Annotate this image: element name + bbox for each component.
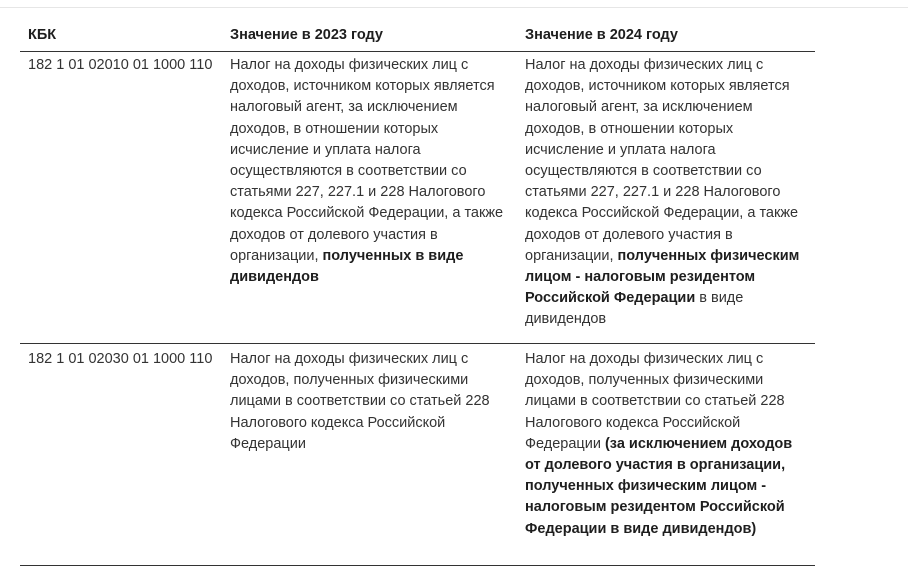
value-2023-cell xyxy=(222,344,517,566)
header-kbk: КБК xyxy=(20,20,222,52)
kbk-code-cell: 182 1 01 02010 01 1000 110 xyxy=(20,52,222,344)
kbk-code-cell: 182 1 01 02030 01 1000 110 xyxy=(20,344,222,566)
table-row xyxy=(20,52,815,344)
value-2024-cell xyxy=(517,344,815,566)
kbk-comparison-table xyxy=(20,20,815,566)
header-value-2024: Значение в 2024 году xyxy=(517,20,815,52)
value-2024-text: Налог на доходы физических лиц с доходов, полученных физическими лицами в соответствии со статьей 228 Налогового кодекса Российской Федерации xyxy=(525,351,785,452)
table-row xyxy=(20,344,815,566)
value-2024-tail-text: в виде дивидендов xyxy=(525,290,744,328)
value-2024-cell xyxy=(517,52,815,344)
value-2024-text: Налог на доходы физических лиц с доходов, источником которых является налоговый агент, за исключением доходов, в отношении которых исчисление и уплата налога осуществляются в соответствии со статьями 227, 227.1 и 228 Налогового кодекса Российской Федерации, а также доходов от долевого участия в организации, xyxy=(525,57,799,264)
value-2023-text: Налог на доходы физических лиц с доходов, источником которых является налоговый агент, за исключением доходов, в отношении которых исчисление и уплата налога осуществляются в соответствии со статьями 227, 227.1 и 228 Налогового кодекса Российской Федерации, а также доходов от долевого участия в организации, xyxy=(230,57,504,264)
table-header-row xyxy=(20,20,815,52)
value-2023-bold-text: полученных в виде дивидендов xyxy=(230,247,464,286)
value-2023-text: Налог на доходы физических лиц с доходов, полученных физическими лицами в соответствии со статьей 228 Налогового кодекса Российской Федерации xyxy=(230,351,490,452)
header-value-2023: Значение в 2023 году xyxy=(222,20,517,52)
top-divider xyxy=(0,7,908,8)
value-2024-bold-text: (за исключением доходов от долевого участия в организации, полученных физическим лицом - налоговым резидентом Российской Федерации в виде дивидендов) xyxy=(525,435,793,537)
value-2024-bold-text: полученных физическим лицом - налоговым резидентом Российской Федерации xyxy=(525,247,800,307)
value-2023-cell xyxy=(222,52,517,344)
